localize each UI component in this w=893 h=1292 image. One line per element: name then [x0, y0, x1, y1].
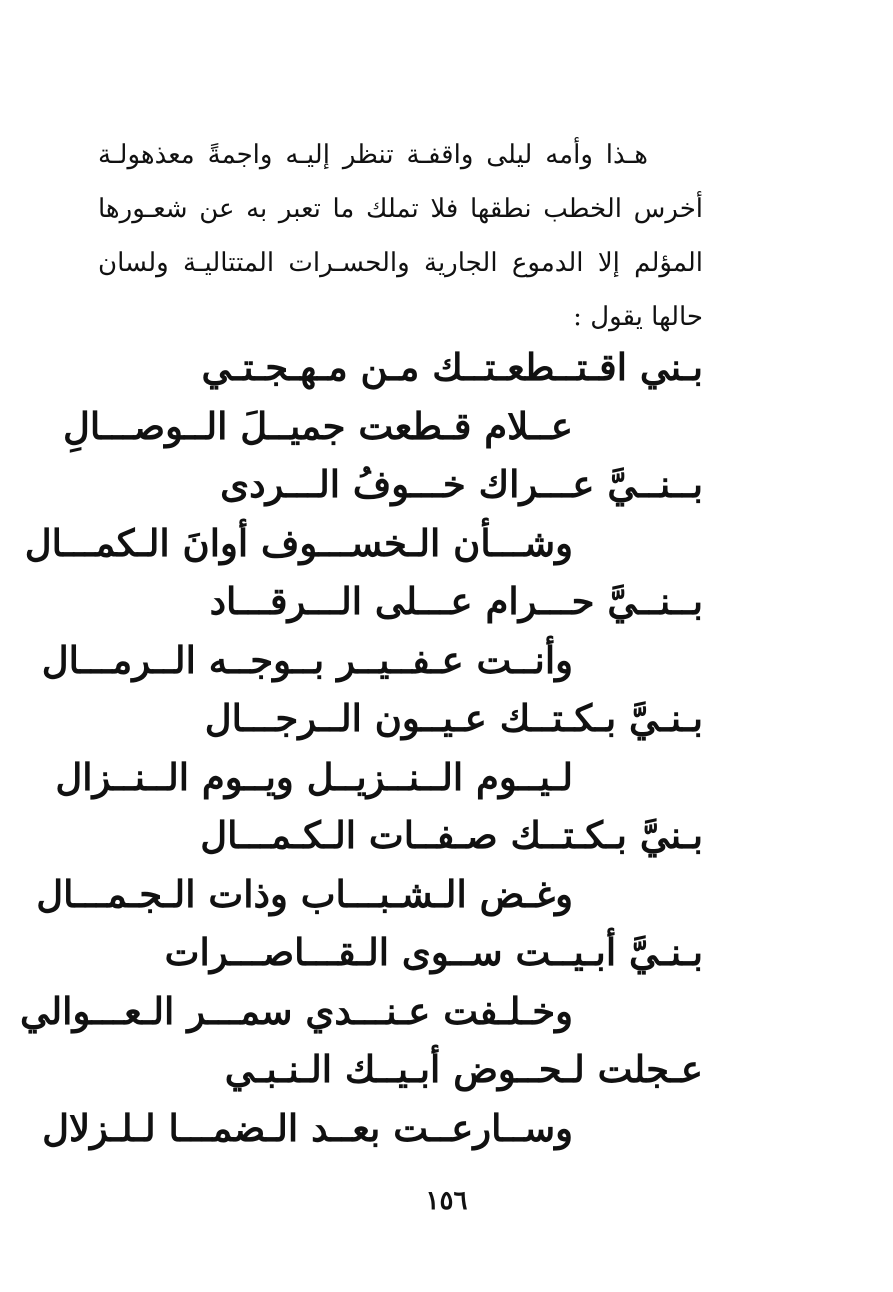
verse-line: بـنـيَّ أبـيــت ســوى الـقـــاصـــرات: [164, 930, 703, 974]
page-number: ١٥٦: [425, 1186, 468, 1216]
prose-line: أخرس الخطب نطقها فلا تملك ما تعبر به عن شعـورها: [98, 194, 703, 224]
verse-line: بــنــيَّ عـــراك خـــوفُ الـــردى: [220, 462, 703, 506]
poem: [20, 338, 703, 1157]
verse-line: بـنـيَّ بـكـتــك عـيــون الــرجـــال: [204, 696, 703, 740]
prose-paragraph: [98, 128, 703, 344]
verse-line: وخـلـفت عـنـــدي سمـــر الـعـــوالي: [20, 988, 573, 1033]
verse-line: وغـض الـشـبـــاب وذات الـجـمـــال: [36, 871, 573, 916]
verse-line: عـجلت لـحــوض أبـيــك الـنـبـي: [224, 1047, 703, 1091]
verse-line: بـنيَّ بـكـتــك صـفــات الـكـمـــال: [200, 813, 703, 857]
verse-line: بــنــيَّ حـــرام عـــلى الـــرقـــاد: [209, 579, 703, 623]
prose-line: حالها يقول :: [573, 302, 703, 332]
prose-line: هـذا وأمه ليلى واقفـة تنظر إليـه واجمةً معذهولـة: [98, 140, 648, 170]
verse-line: وأنــت عـفــيــر بــوجــه الــرمـــال: [41, 637, 573, 682]
verse-line: بـني اقـتــطعـتــك مـن مـهـجـتـي: [201, 345, 703, 389]
verse-line: وشـــأن الـخســـوف أوانَ الـكمـــال: [24, 520, 573, 565]
prose-line: المؤلم إلا الدموع الجارية والحسـرات المتتاليـة ولسان: [98, 248, 703, 278]
verse-line: لـيــوم الــنــزيــل ويــوم الــنــزال: [55, 754, 573, 799]
verse-line: وســارعــت بعــد الـضمـــا لـلـزلال: [42, 1105, 573, 1150]
verse-line: عــلام قـطعت جميــلَ الــوصـــالِ: [62, 403, 573, 448]
